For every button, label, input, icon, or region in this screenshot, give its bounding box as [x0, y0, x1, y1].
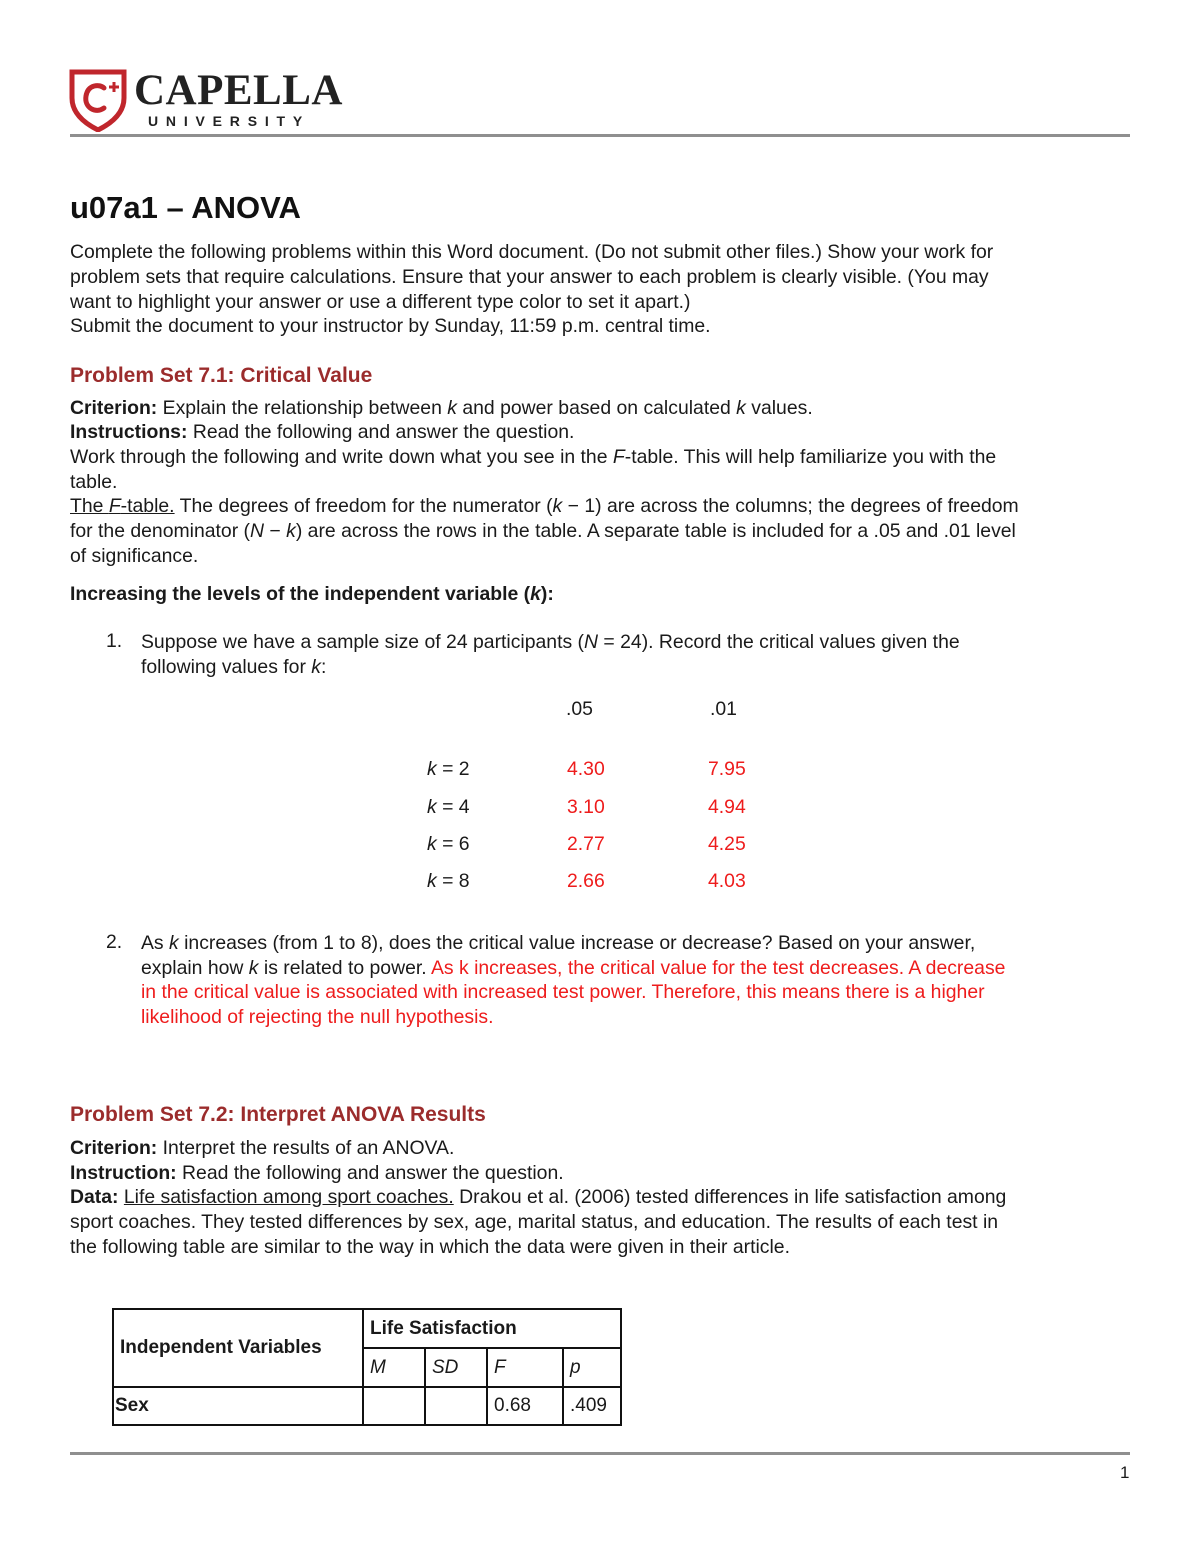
text-run: -table. This will help familiarize you with the [624, 446, 997, 468]
text-run: -table. [120, 495, 175, 517]
work-line [70, 445, 996, 470]
table-cell: .409 [563, 1387, 621, 1425]
ftable-line [70, 494, 1019, 519]
text-run: The degrees of freedom for the numerator ( [174, 495, 553, 517]
question-number: 2. [106, 931, 123, 953]
k-symbol: k [427, 833, 437, 855]
ftable-link[interactable] [70, 495, 175, 517]
ps2-data-line: sport coaches. They tested differences by sex, age, marital status, and education. The results of each test in [70, 1211, 999, 1233]
question-number: 1. [106, 630, 123, 652]
ps1-heading: Problem Set 7.1: Critical Value [70, 364, 373, 387]
text-run: − [264, 520, 287, 542]
f-symbol: F [108, 495, 121, 517]
ps1-instructions [70, 420, 574, 445]
k-symbol: k [427, 796, 437, 818]
k-symbol: k [311, 656, 321, 678]
text-run: for the denominator ( [70, 520, 250, 542]
criterion-text: Explain the relationship between [157, 397, 448, 419]
intro-line: problem sets that require calculations. Ensure that your answer to each problem is clearly visible. (You may [70, 266, 989, 288]
document-title: u07a1 – ANOVA [70, 190, 301, 225]
work-line: table. [70, 471, 118, 493]
text-run: M [370, 1356, 386, 1378]
cv-header-01: .01 [710, 698, 737, 720]
ps1-subheading [70, 582, 554, 607]
data-label: Data: [70, 1186, 119, 1208]
answer-text: in the critical value is associated with increased test power. Therefore, this means there is a higher [141, 981, 985, 1003]
cv-row-label [427, 870, 470, 893]
answer-text: likelihood of rejecting the null hypothesis. [141, 1006, 494, 1028]
ps2-heading: Problem Set 7.2: Interpret ANOVA Results [70, 1103, 486, 1126]
text-run: = 24). Record the critical values given the [598, 631, 960, 653]
ftable-line [70, 519, 1016, 544]
text-run: F [494, 1356, 506, 1378]
text-run: following values for [141, 656, 312, 678]
ps2-instruction [70, 1161, 564, 1186]
col-header [363, 1348, 425, 1387]
criterion-label: Criterion: [70, 1137, 158, 1159]
n-symbol: N [250, 520, 265, 542]
table-cell: 0.68 [487, 1387, 563, 1425]
page-number: 1 [1120, 1463, 1130, 1482]
text-run: is related to power. [258, 957, 431, 979]
text-run: Work through the following and write down what you see in the [70, 446, 613, 468]
cv-value: 4.03 [708, 870, 746, 892]
cv-row-label [427, 796, 470, 819]
k-symbol: k [530, 583, 541, 605]
cv-value: 2.77 [567, 833, 605, 855]
col-header [425, 1348, 487, 1387]
q2-line [141, 956, 1131, 981]
text-run: increases (from 1 to 8), does the critical value increase or decrease? Based on your answer, [178, 932, 976, 954]
n-symbol: N [584, 631, 599, 653]
intro-line: Submit the document to your instructor by Sunday, 11:59 p.m. central time. [70, 315, 711, 337]
intro-line: want to highlight your answer or use a different type color to set it apart.) [70, 291, 691, 313]
k-symbol: k [736, 397, 746, 419]
text-run: explain how [141, 957, 249, 979]
cv-row-label [427, 833, 470, 856]
iv-header: Independent Variables [113, 1309, 363, 1387]
cv-value: 7.95 [708, 758, 746, 780]
criterion-label: Criterion: [70, 397, 158, 419]
ps2-data-line: the following table are similar to the way in which the data were given in their article. [70, 1236, 790, 1258]
text-run: ): [540, 583, 554, 605]
ps1-criterion [70, 396, 813, 421]
k-symbol: k [286, 520, 296, 542]
text-run: = 4 [436, 796, 470, 818]
intro-line: Complete the following problems within this Word document. (Do not submit other files.) Show your work for [70, 241, 994, 263]
cv-row-label [427, 758, 470, 781]
cv-value: 4.25 [708, 833, 746, 855]
instruction-label: Instruction: [70, 1162, 177, 1184]
text-run: As [141, 932, 170, 954]
cv-value: 4.30 [567, 758, 605, 780]
data-link[interactable]: Life satisfaction among sport coaches. [123, 1186, 454, 1208]
cv-value: 4.94 [708, 796, 746, 818]
footer-rule [70, 1452, 1130, 1455]
instructions-label: Instructions: [70, 421, 188, 443]
header-rule [70, 134, 1130, 137]
k-symbol: k [552, 495, 563, 517]
text-run: − 1) are across the columns; the degrees of freedom [562, 495, 1019, 517]
k-symbol: k [427, 758, 437, 780]
table-cell [363, 1387, 425, 1425]
ftable-line: of significance. [70, 545, 199, 567]
brand-name: CAPELLA [134, 67, 343, 114]
instructions-text: Read the following and answer the question. [187, 421, 575, 443]
ps2-criterion [70, 1136, 454, 1161]
text-run: Suppose we have a sample size of 24 participants ( [141, 631, 585, 653]
criterion-text: Interpret the results of an ANOVA. [157, 1137, 455, 1159]
text-run: p [570, 1356, 581, 1378]
cv-value: 2.66 [567, 870, 605, 892]
q1-line [141, 655, 1131, 680]
k-symbol: k [169, 932, 179, 954]
text-run: = 6 [436, 833, 470, 855]
text-run: = 2 [436, 758, 470, 780]
table-row [113, 1387, 621, 1425]
q1-line [141, 630, 1131, 655]
ps2-data [70, 1185, 1006, 1210]
row-label: Sex [113, 1387, 363, 1425]
life-satisfaction-table [112, 1308, 622, 1426]
k-symbol: k [248, 957, 259, 979]
text-run: : [321, 656, 327, 678]
capella-logo [68, 68, 358, 130]
f-symbol: F [612, 446, 625, 468]
text-run: The [70, 495, 109, 517]
q2-line [141, 931, 1131, 956]
brand-subtitle: UNIVERSITY [148, 113, 311, 129]
instruction-text: Read the following and answer the question. [176, 1162, 564, 1184]
cv-value: 3.10 [567, 796, 605, 818]
text-run: Increasing the levels of the independent variable ( [70, 583, 531, 605]
table-cell [425, 1387, 487, 1425]
col-header [563, 1348, 621, 1387]
k-symbol: k [427, 870, 437, 892]
answer-text: As k increases, the critical value for the test decreases. A decrease [430, 957, 1006, 979]
text-run: ) are across the rows in the table. A separate table is included for a .05 and .01 level [295, 520, 1016, 542]
criterion-text: and power based on calculated [456, 397, 737, 419]
criterion-text: values. [745, 397, 813, 419]
capella-shield-icon [68, 68, 128, 132]
text-run: SD [432, 1356, 459, 1378]
text-run: = 8 [436, 870, 470, 892]
k-symbol: k [447, 397, 457, 419]
cv-header-05: .05 [566, 698, 593, 720]
col-header [487, 1348, 563, 1387]
ls-header: Life Satisfaction [363, 1309, 621, 1348]
text-run: Drakou et al. (2006) tested differences in life satisfaction among [453, 1186, 1007, 1208]
